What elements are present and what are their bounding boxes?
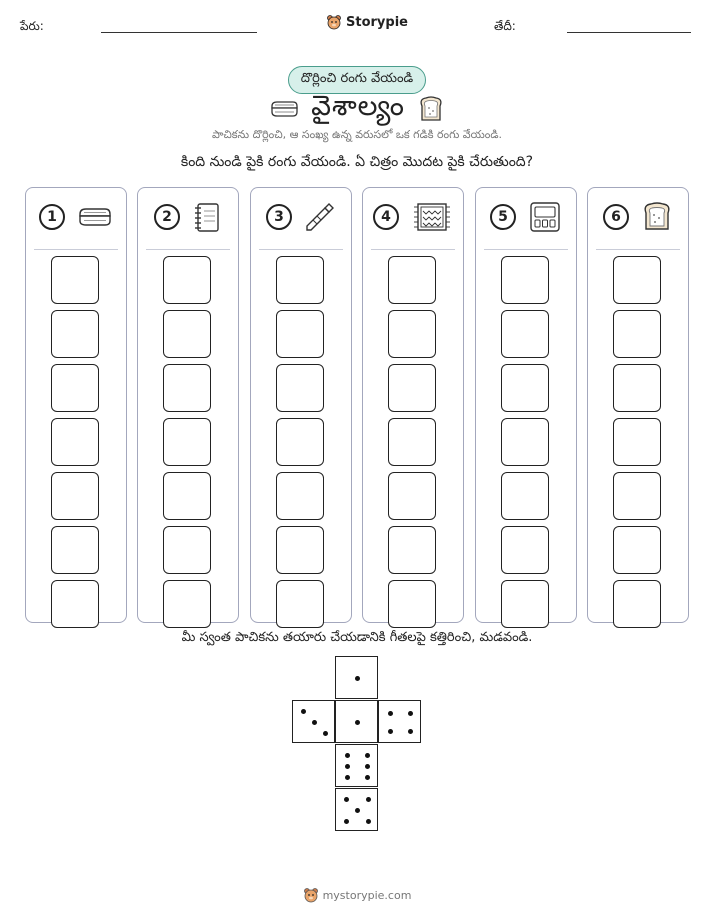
subtitle: పాచికను దొర్లించి, ఆ సంఖ్య ఉన్న వరుసలో ఒక గడికి రంగు వేయండి.: [212, 128, 502, 141]
column-number: 2: [154, 204, 180, 230]
color-cell[interactable]: [163, 526, 211, 574]
color-cell[interactable]: [276, 472, 324, 520]
die-face-5: [335, 788, 378, 831]
date-line[interactable]: [567, 32, 691, 33]
column-number: 5: [490, 204, 516, 230]
color-cell[interactable]: [51, 418, 99, 466]
color-cell[interactable]: [276, 580, 324, 628]
color-cell[interactable]: [501, 418, 549, 466]
footer: [303, 887, 412, 903]
column-number: 6: [603, 204, 629, 230]
color-cell[interactable]: [613, 580, 661, 628]
crayon-icon: [304, 201, 336, 233]
color-cell[interactable]: [613, 526, 661, 574]
column-number: 1: [39, 204, 65, 230]
die-pip: [323, 731, 328, 736]
color-cell[interactable]: [613, 418, 661, 466]
color-cell[interactable]: [501, 526, 549, 574]
die-pip: [408, 729, 413, 734]
folded-towels-icon: [77, 205, 113, 229]
notebook-icon: [192, 201, 222, 233]
footer-url[interactable]: mystorypie.com: [322, 888, 412, 902]
column-5: [475, 187, 577, 623]
color-cell[interactable]: [388, 472, 436, 520]
color-cell[interactable]: [501, 256, 549, 304]
color-cell[interactable]: [163, 580, 211, 628]
activity-badge: దొర్లించి రంగు వేయండి: [288, 66, 426, 94]
color-cell[interactable]: [613, 310, 661, 358]
die-pip: [408, 711, 413, 716]
die-pip: [344, 797, 349, 802]
color-cell[interactable]: [388, 310, 436, 358]
instruction: కింది నుండి పైకి రంగు వేయండి. ఏ చిత్రం మొదట పైకి చేరుతుంది?: [180, 154, 534, 170]
color-cell[interactable]: [51, 580, 99, 628]
name-line[interactable]: [101, 32, 257, 33]
color-cell[interactable]: [276, 526, 324, 574]
column-number: 4: [373, 204, 399, 230]
color-cell[interactable]: [163, 256, 211, 304]
color-cell[interactable]: [276, 418, 324, 466]
dice-instruction: మీ స్వంత పాచికను తయారు చేయడానికి గీతలపై కత్తిరించి, మడవండి.: [181, 630, 533, 645]
die-face-1: [335, 700, 378, 743]
die-pip: [366, 797, 371, 802]
die-pip: [345, 764, 350, 769]
color-cell[interactable]: [163, 418, 211, 466]
storypie-bear-icon: [326, 14, 342, 30]
toast-icon: [641, 201, 673, 233]
die-pip: [355, 720, 360, 725]
brand-logo: [326, 14, 408, 30]
color-cell[interactable]: [613, 364, 661, 412]
die-pip: [388, 729, 393, 734]
color-cell[interactable]: [613, 472, 661, 520]
page-title: వైశాల్యం: [311, 89, 405, 122]
die-pip: [365, 764, 370, 769]
storypie-bear-icon: [303, 887, 319, 903]
die-face-4: [378, 700, 421, 743]
die-pip: [388, 711, 393, 716]
color-cell[interactable]: [501, 364, 549, 412]
color-cell[interactable]: [388, 526, 436, 574]
die-pip: [344, 819, 349, 824]
die-pip: [366, 819, 371, 824]
toast-icon: [417, 95, 445, 123]
color-cell[interactable]: [501, 472, 549, 520]
color-cell[interactable]: [51, 472, 99, 520]
color-cell[interactable]: [51, 310, 99, 358]
column-1: [25, 187, 127, 623]
column-2: [137, 187, 239, 623]
brand-name: Storypie: [346, 14, 408, 30]
column-6: [587, 187, 689, 623]
die-pip: [365, 753, 370, 758]
color-cell[interactable]: [388, 364, 436, 412]
folded-towels-icon: [269, 98, 299, 120]
die-face-1: [335, 656, 378, 699]
color-cell[interactable]: [51, 526, 99, 574]
die-face-6: [335, 744, 378, 787]
color-cell[interactable]: [163, 364, 211, 412]
column-3: [250, 187, 352, 623]
date-label: తేదీ:: [494, 19, 516, 33]
die-pip: [355, 676, 360, 681]
die-face-3: [292, 700, 335, 743]
die-pip: [312, 720, 317, 725]
color-cell[interactable]: [163, 310, 211, 358]
color-cell[interactable]: [388, 256, 436, 304]
die-pip: [301, 709, 306, 714]
color-cell[interactable]: [51, 256, 99, 304]
title-row: [0, 91, 714, 127]
color-cell[interactable]: [388, 580, 436, 628]
color-cell[interactable]: [613, 256, 661, 304]
color-cell[interactable]: [501, 310, 549, 358]
color-cell[interactable]: [276, 310, 324, 358]
color-cell[interactable]: [51, 364, 99, 412]
rug-icon: [411, 201, 453, 233]
name-label: పేరు:: [20, 19, 44, 33]
die-pip: [355, 808, 360, 813]
die-pip: [365, 775, 370, 780]
color-cell[interactable]: [501, 580, 549, 628]
column-number: 3: [266, 204, 292, 230]
die-pip: [345, 775, 350, 780]
calculator-icon: [528, 201, 562, 233]
color-cell[interactable]: [276, 256, 324, 304]
die-pip: [345, 753, 350, 758]
column-4: [362, 187, 464, 623]
color-cell[interactable]: [276, 364, 324, 412]
color-cell[interactable]: [163, 472, 211, 520]
color-cell[interactable]: [388, 418, 436, 466]
